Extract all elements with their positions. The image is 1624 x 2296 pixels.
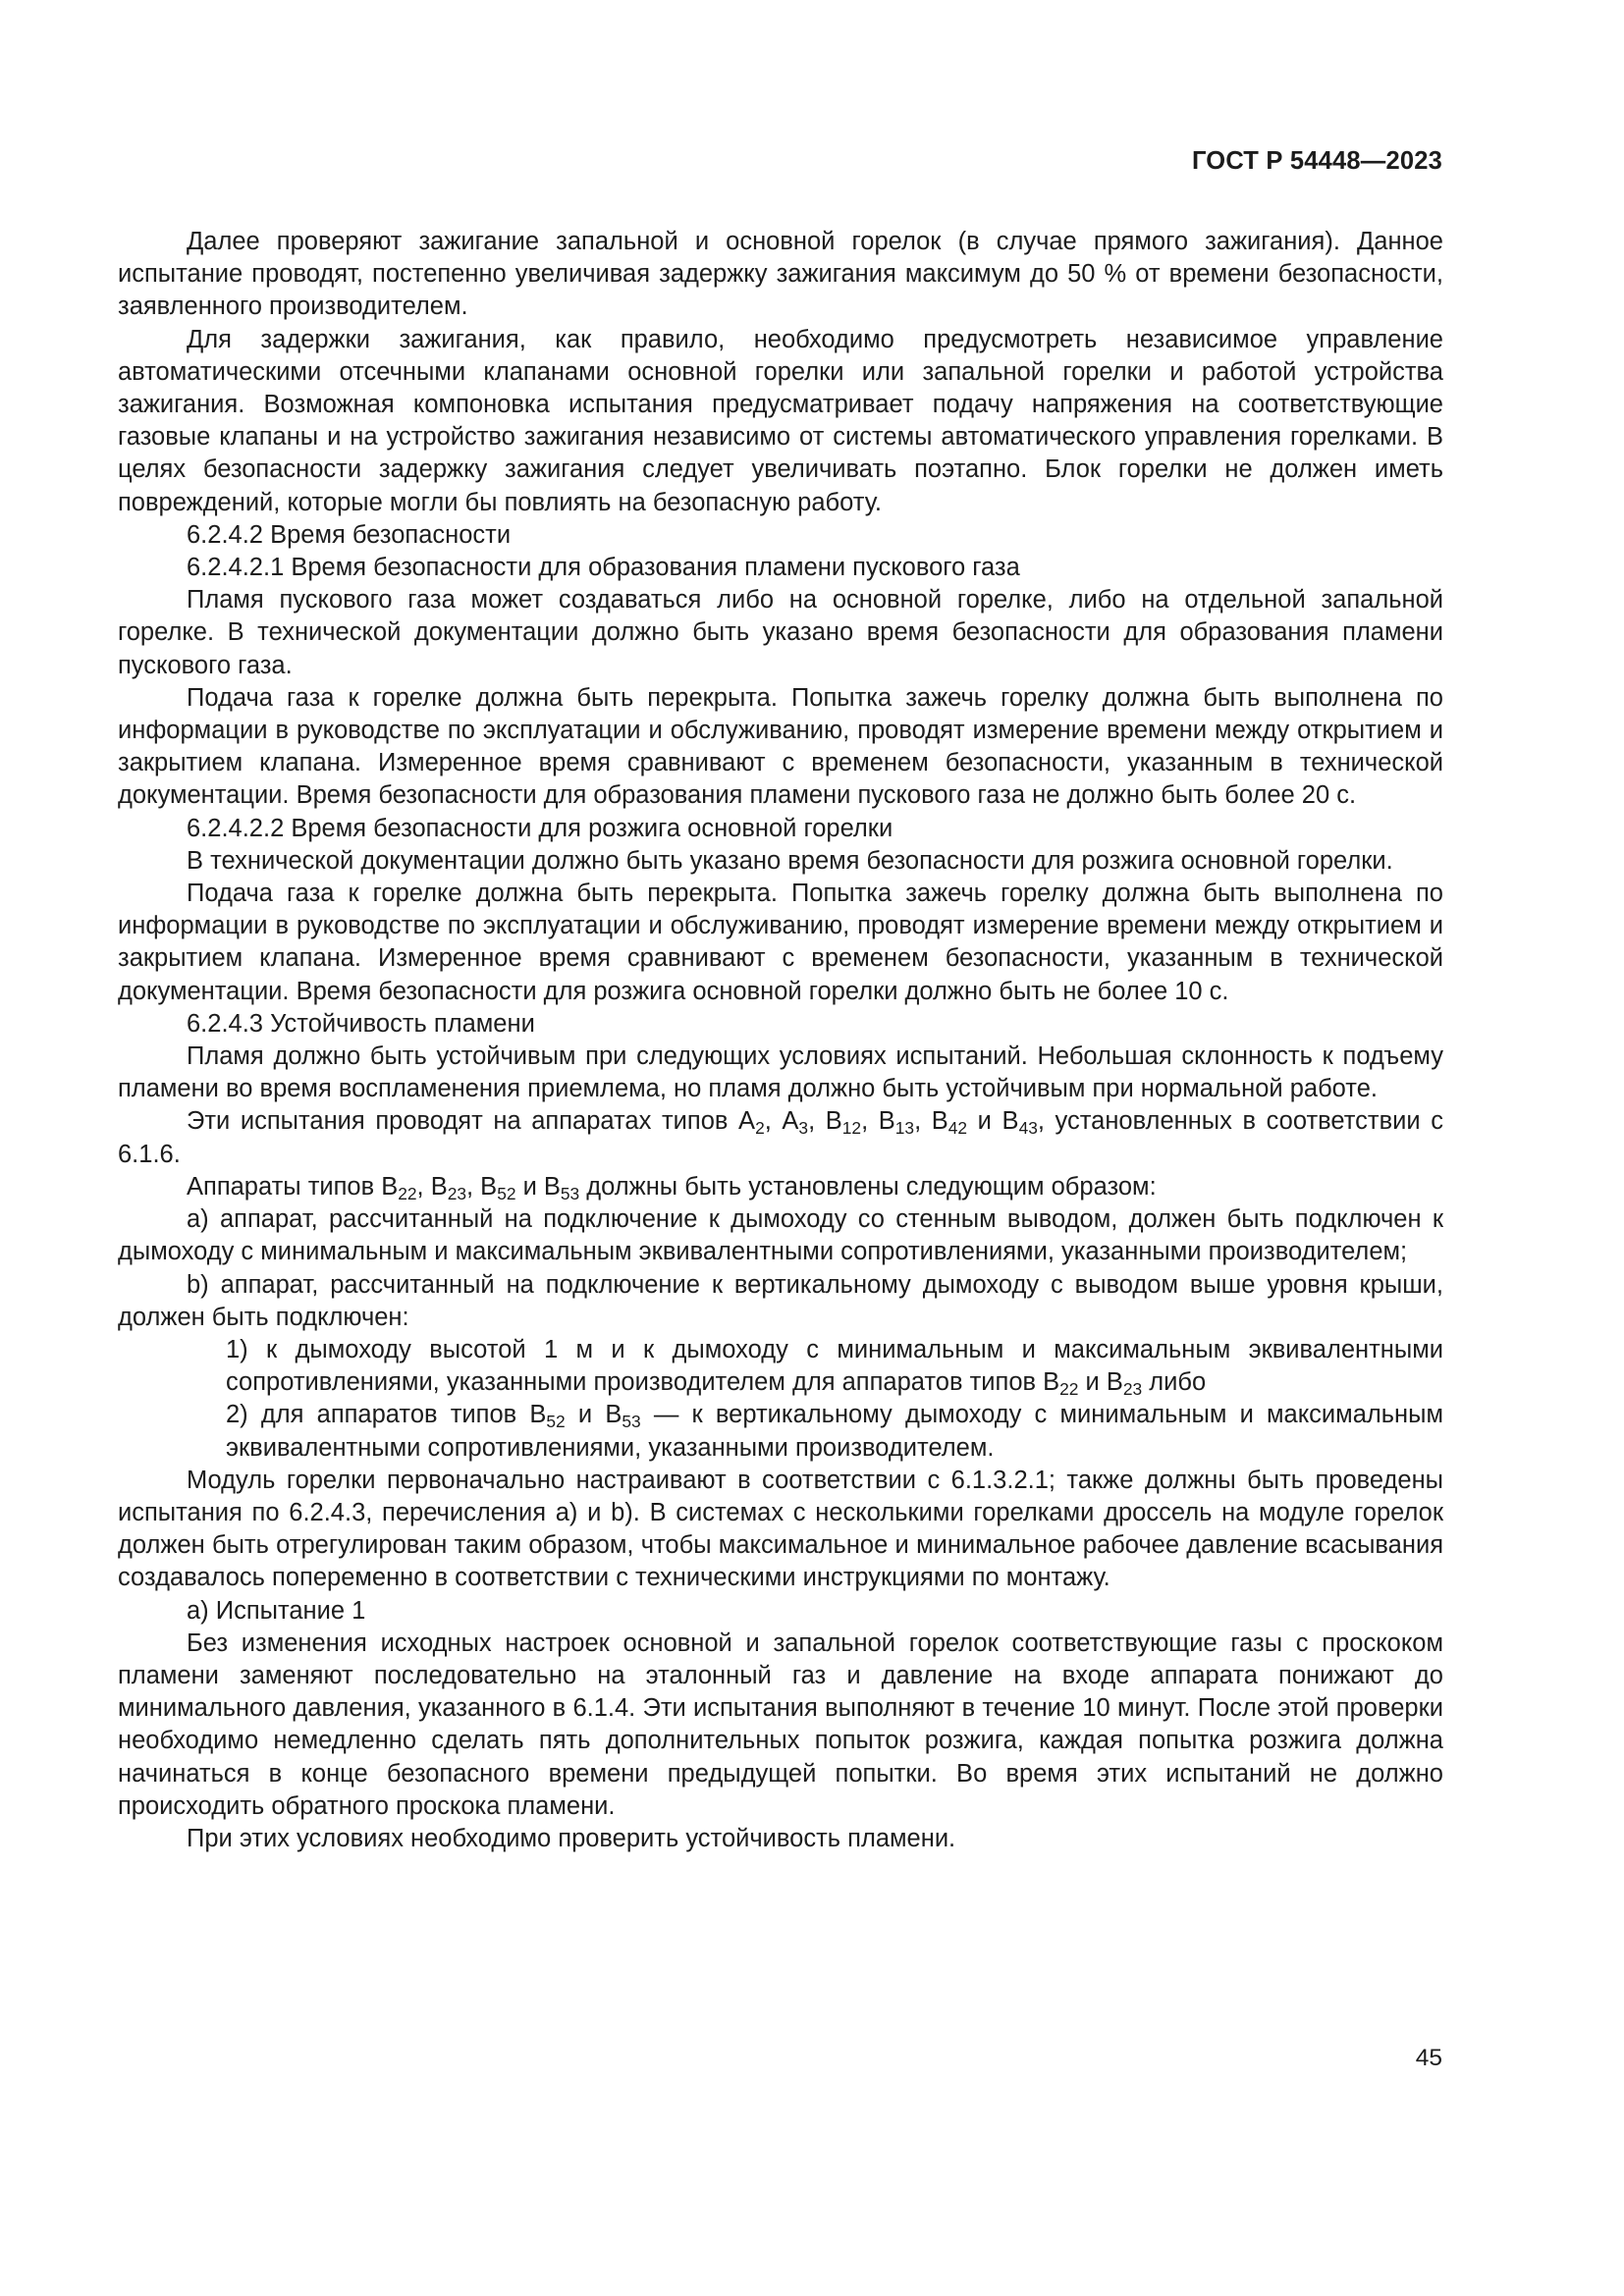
document-code-header: ГОСТ Р 54448—2023 xyxy=(1191,147,1442,175)
paragraph-installation-types: Аппараты типов $В_{22}$, $В_{23}$, $В_{52}$ и $В_{53}$ должны быть установлены следующим образом: xyxy=(187,1172,1157,1203)
list-item-b: b) аппарат, рассчитанный на подключение к вертикальному дымоходу с выводом выше уровня крыши, должен быть подключен: xyxy=(118,1270,1443,1331)
section-heading-6-2-4-2-2: 6.2.4.2.2 Время безопасности для розжига основной горелки xyxy=(187,814,893,842)
list-item-a: a) аппарат, рассчитанный на подключение к дымоходу со стенным выводом, должен быть подключен к дымоходу с минимальным и максимальным эквивалентными сопротивлениями, указанными производителем; xyxy=(118,1205,1443,1266)
paragraph: Подача газа к горелке должна быть перекрыта. Попытка зажечь горелку должна быть выполнена по информации в руководстве по эксплуатации и обслуживанию, проводят измерение времени между открытием и закрытием клапана. Измеренное время сравнивают с временем безопасности, указанным в технической документации. Время безопасности для розжига основной горелки должно быть не более 10 с. xyxy=(118,880,1443,1005)
list-item-b2: 2) для аппаратов типов $В_{52}$ и $В_{53}$ — к вертикальному дымоходу с минимальным и максимальным эквивалентными сопротивлениями, указанными производителем. xyxy=(226,1401,1444,1462)
paragraph: Без изменения исходных настроек основной и запальной горелок соответствующие газы с проскоком пламени заменяют последовательно на эталонный газ и давление на входе аппарата понижают до минимального давления, указанного в 6.1.4. Эти испытания выполняют в течение 10 минут. После этой проверки необходимо немедленно сделать пять дополнительных попыток розжига, каждая попытка розжига должна начинаться в конце безопасного времени предыдущей попытки. Во время этих испытаний не должно происходить обратного проскока пламени. xyxy=(118,1629,1443,1820)
list-item-b1: 1) к дымоходу высотой 1 м и к дымоходу с минимальным и максимальным эквивалентными сопротивлениями, указанными производителем для аппаратов типов $В_{22}$ и $В_{23}$ либо xyxy=(226,1335,1443,1399)
section-heading-6-2-4-2: 6.2.4.2 Время безопасности xyxy=(187,520,512,549)
document-body xyxy=(118,226,1443,1855)
paragraph: Пламя пускового газа может создаваться либо на основной горелке, либо на отдельной запальной горелке. В технической документации должно быть указано время безопасности для образования пламени пускового газа. xyxy=(118,586,1443,679)
paragraph: Далее проверяют зажигание запальной и основной горелок (в случае прямого зажигания). Данное испытание проводят, постепенно увеличивая задержку зажигания максимум до 50 % от времени безопасности, заявленного производителем. xyxy=(118,228,1443,321)
paragraph: Для задержки зажигания, как правило, необходимо предусмотреть независимое управление автоматическими отсечными клапанами основной горелки или запальной горелки и работой устройства зажигания. Возможная компоновка испытания предусматривает подачу напряжения на соответствующие газовые клапаны и на устройство зажигания независимо от системы автоматического управления горелками. В целях безопасности задержку зажигания следует увеличивать поэтапно. Блок горелки не должен иметь повреждений, которые могли бы повлиять на безопасную работу. xyxy=(118,325,1443,516)
paragraph: Подача газа к горелке должна быть перекрыта. Попытка зажечь горелку должна быть выполнена по информации в руководстве по эксплуатации и обслуживанию, проводят измерение времени между открытием и закрытием клапана. Измеренное время сравнивают с временем безопасности, указанным в технической документации. Время безопасности для образования пламени пускового газа не должно быть более 20 с. xyxy=(118,683,1443,810)
section-heading-6-2-4-2-1: 6.2.4.2.1 Время безопасности для образования пламени пускового газа xyxy=(187,554,1020,582)
paragraph: В технической документации должно быть указано время безопасности для розжига основной горелки. xyxy=(187,846,1393,875)
paragraph-test-types: Эти испытания проводят на аппаратах типов $А_2$, $А_3$, $В_{12}$, $В_{13}$, $В_{42}$ и $В_{43}$, установленных в соответствии с 6.1.6. xyxy=(118,1107,1443,1168)
page-number: 45 xyxy=(1415,2045,1442,2071)
section-heading-6-2-4-3: 6.2.4.3 Устойчивость пламени xyxy=(187,1009,535,1038)
paragraph: Пламя должно быть устойчивым при следующих условиях испытаний. Небольшая склонность к подъему пламени во время воспламенения приемлема, но пламя должно быть устойчивым при нормальной работе. xyxy=(118,1042,1443,1103)
paragraph: Модуль горелки первоначально настраивают в соответствии с 6.1.3.2.1; также должны быть проведены испытания по 6.2.4.3, перечисления а) и b). В системах с несколькими горелками дроссель на модуле горелок должен быть отрегулирован таким образом, чтобы максимальное и минимальное рабочее давление всасывания создавалось попеременно в соответствии с техническими инструкциями по монтажу. xyxy=(118,1466,1443,1592)
paragraph: При этих условиях необходимо проверить устойчивость пламени. xyxy=(187,1824,956,1852)
test-1-heading: а) Испытание 1 xyxy=(187,1596,366,1625)
